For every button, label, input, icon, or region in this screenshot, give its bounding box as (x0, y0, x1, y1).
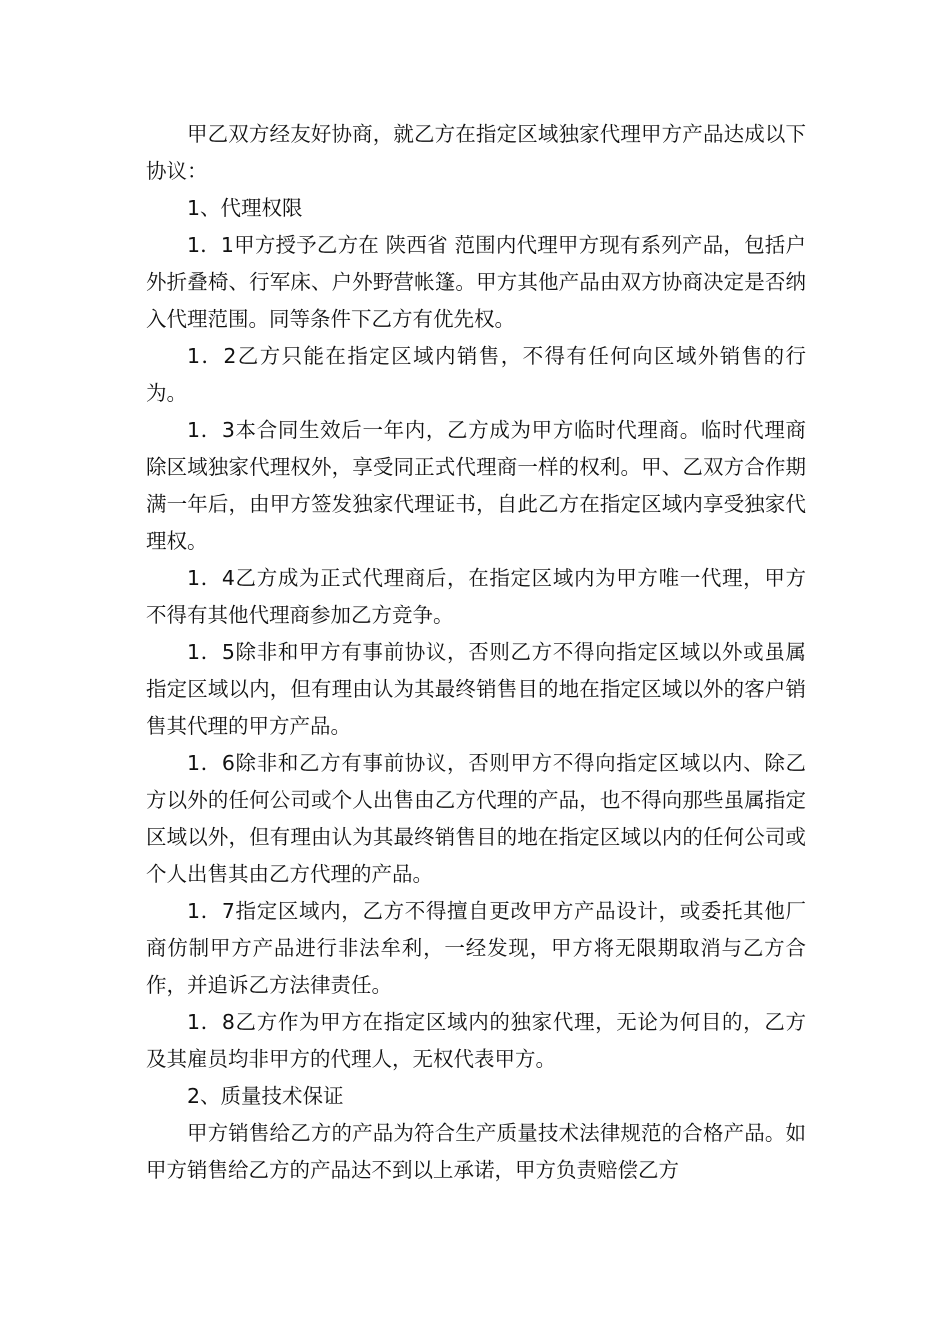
clause-1-7: 1．7指定区域内，乙方不得擅自更改甲方产品设计，或委托其他厂商仿制甲方产品进行非法牟利，一经发现，甲方将无限期取消与乙方合作，并追诉乙方法律责任。 (146, 899, 806, 997)
clause-1-1: 1．1甲方授予乙方在 陕西省 范围内代理甲方现有系列产品，包括户外折叠椅、行军床、户外野营帐篷。甲方其他产品由双方协商决定是否纳入代理范围。同等条件下乙方有优先权。 (146, 233, 806, 331)
clause-1-4: 1．4乙方成为正式代理商后，在指定区域内为甲方唯一代理，甲方不得有其他代理商参加乙方竞争。 (146, 566, 806, 627)
clause-1-6: 1．6除非和乙方有事前协议，否则甲方不得向指定区域以内、除乙方以外的任何公司或个人出售由乙方代理的产品，也不得向那些虽属指定区域以外，但有理由认为其最终销售目的地在指定区域以内的任何公司或个人出售其由乙方代理的产品。 (146, 751, 806, 886)
section-heading-quality-assurance: 2、质量技术保证 (187, 1084, 344, 1108)
document-body (146, 116, 806, 1189)
intro-paragraph: 甲乙双方经友好协商，就乙方在指定区域独家代理甲方产品达成以下协议： (146, 122, 806, 183)
clause-1-8: 1．8乙方作为甲方在指定区域内的独家代理，无论为何目的，乙方及其雇员均非甲方的代理人，无权代表甲方。 (146, 1010, 806, 1071)
clause-1-3: 1．3本合同生效后一年内，乙方成为甲方临时代理商。临时代理商除区域独家代理权外，享受同正式代理商一样的权利。甲、乙双方合作期满一年后，由甲方签发独家代理证书，自此乙方在指定区域内享受独家代理权。 (146, 418, 806, 553)
clause-1-5: 1．5除非和甲方有事前协议，否则乙方不得向指定区域以外或虽属指定区域以内，但有理由认为其最终销售目的地在指定区域以外的客户销售其代理的甲方产品。 (146, 640, 806, 738)
quality-paragraph: 甲方销售给乙方的产品为符合生产质量技术法律规范的合格产品。如甲方销售给乙方的产品达不到以上承诺，甲方负责赔偿乙方 (146, 1121, 806, 1182)
section-heading-agency-rights: 1、代理权限 (187, 196, 303, 220)
clause-1-2: 1．2乙方只能在指定区域内销售，不得有任何向区域外销售的行为。 (146, 344, 806, 405)
